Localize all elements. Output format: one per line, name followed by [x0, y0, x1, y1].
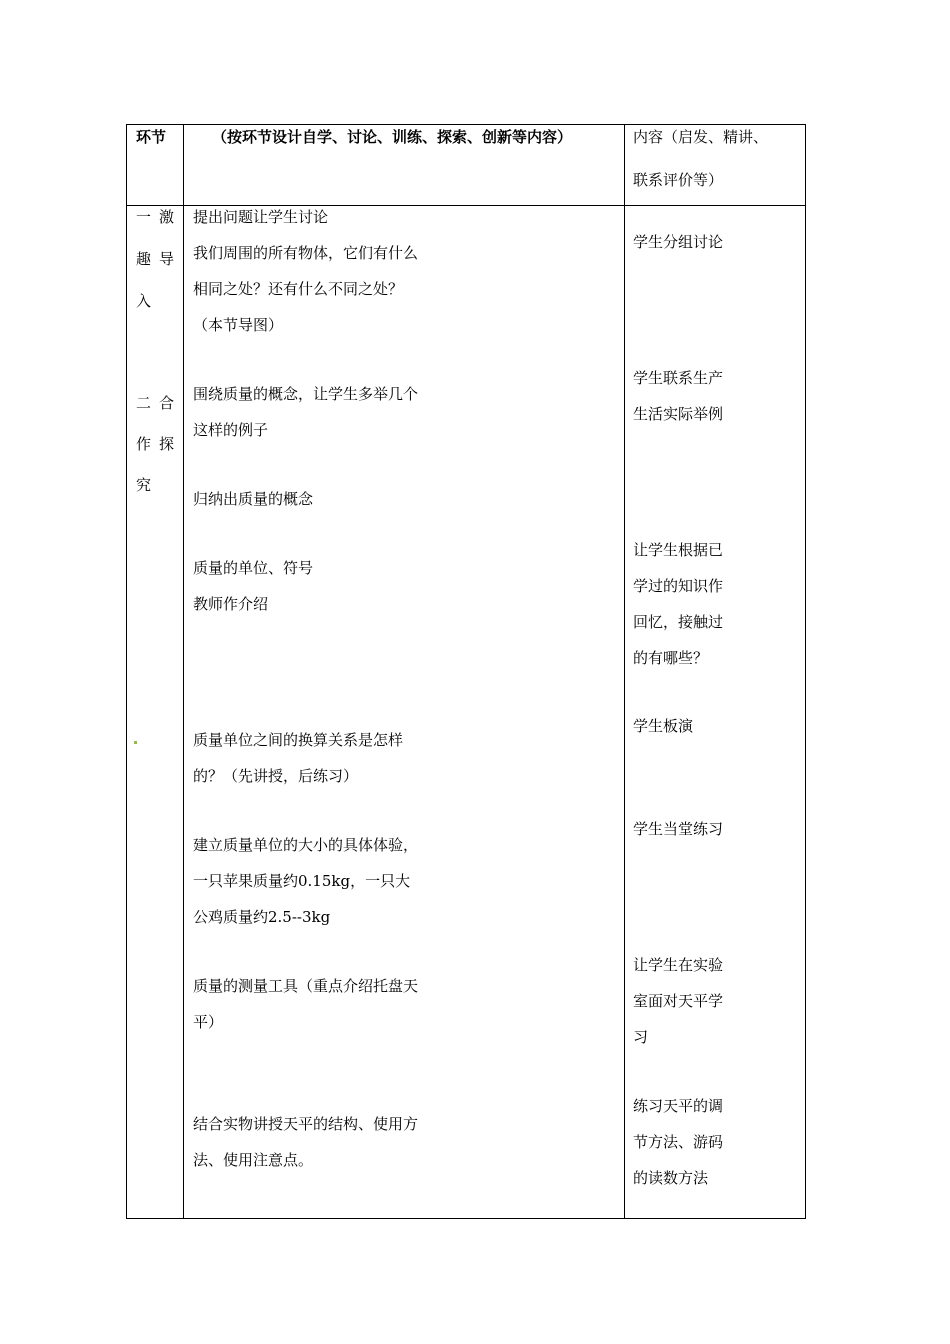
content-text: 相同之处？还有什么不同之处？ — [193, 280, 404, 298]
content-text: 质量的单位、符号 — [193, 559, 314, 577]
note-text: 学过的知识作 — [633, 577, 724, 595]
note-text: 学生分组讨论 — [633, 233, 724, 251]
stage1-line2: 趣导 — [136, 250, 183, 268]
content-text: 的？（先讲授，后练习） — [193, 767, 359, 785]
content-text: 围绕质量的概念，让学生多举几个 — [193, 385, 419, 403]
content-text: 质量单位之间的换算关系是怎样 — [193, 731, 404, 749]
content-text: 质量的测量工具（重点介绍托盘天 — [193, 977, 419, 995]
note-text: 习 — [633, 1028, 649, 1046]
note-text: 学生当堂练习 — [633, 820, 724, 838]
stage1-line1: 一激 — [136, 208, 183, 226]
marker-dot — [134, 741, 137, 744]
note-text: 学生联系生产 — [633, 369, 724, 387]
content-text: （本节导图） — [193, 316, 284, 334]
content-text: 一只苹果质量约0.15kg，一只大 — [193, 872, 411, 890]
content-text: 结合实物讲授天平的结构、使用方 — [193, 1115, 419, 1133]
note-text: 回忆，接触过 — [633, 613, 724, 631]
note-text: 节方法、游码 — [633, 1133, 724, 1151]
content-text: 平） — [193, 1013, 224, 1031]
content-text: 提出问题让学生讨论 — [193, 208, 329, 226]
stage1-line3: 入 — [136, 292, 152, 310]
header-row-divider — [127, 205, 805, 206]
note-text: 室面对天平学 — [633, 992, 724, 1010]
content-text: 法、使用注意点。 — [193, 1151, 314, 1169]
content-text: 建立质量单位的大小的具体体验， — [193, 836, 419, 854]
note-text: 让学生根据已 — [633, 541, 724, 559]
content-text: 教师作介绍 — [193, 595, 269, 613]
note-text: 的读数方法 — [633, 1169, 709, 1187]
header-design: （按环节设计自学、讨论、训练、探索、创新等内容） — [212, 128, 573, 146]
note-text: 学生板演 — [633, 717, 694, 735]
content-text: 我们周围的所有物体，它们有什么 — [193, 244, 419, 262]
header-content-line1: 内容（启发、精讲、 — [633, 128, 769, 146]
column-divider — [183, 125, 184, 1218]
note-text: 练习天平的调 — [633, 1097, 724, 1115]
header-stage: 环节 — [136, 128, 167, 146]
content-text: 这样的例子 — [193, 421, 269, 439]
note-text: 的有哪些？ — [633, 649, 709, 667]
content-text: 归纳出质量的概念 — [193, 490, 314, 508]
note-text: 让学生在实验 — [633, 956, 724, 974]
header-content-line2: 联系评价等） — [633, 171, 724, 189]
stage2-line2: 作探 — [136, 435, 183, 453]
column-divider — [624, 125, 625, 1218]
stage2-line3: 究 — [136, 476, 152, 494]
stage2-line1: 二合 — [136, 394, 183, 412]
note-text: 生活实际举例 — [633, 405, 724, 423]
content-text: 公鸡质量约2.5--3kg — [193, 908, 331, 926]
